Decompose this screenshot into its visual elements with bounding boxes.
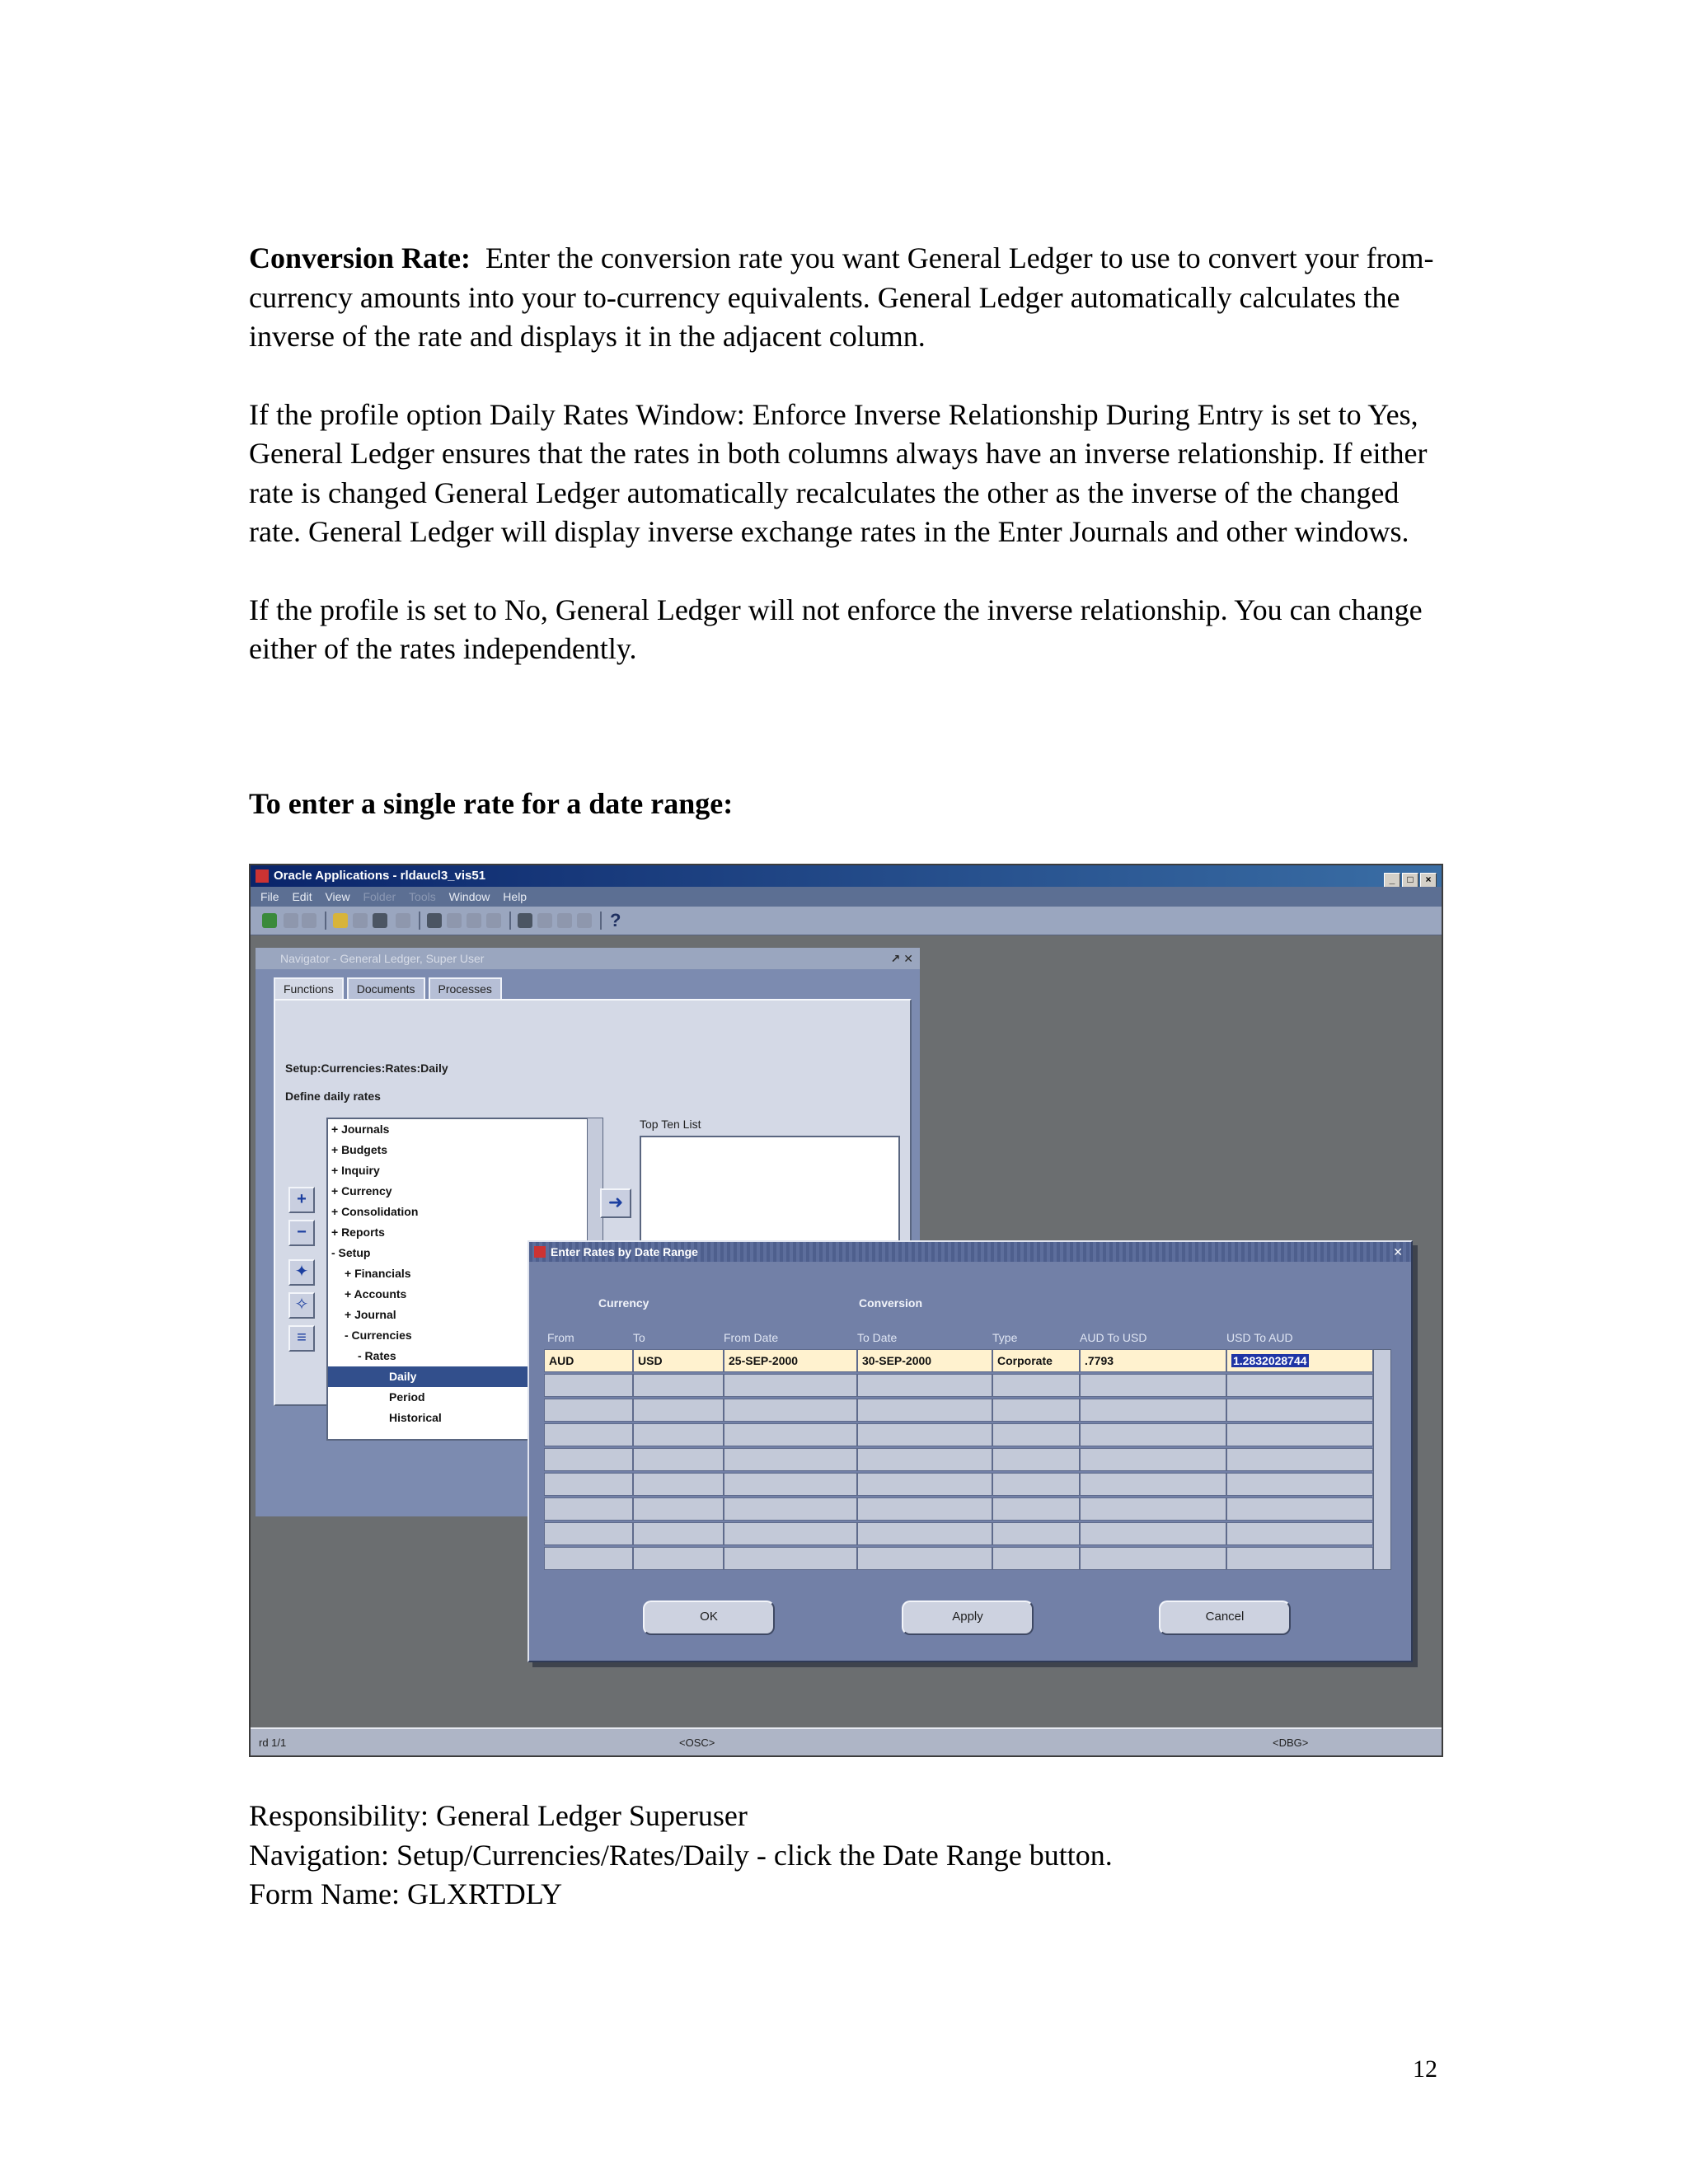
empty-cell[interactable] [724,1522,857,1545]
oracle-screenshot [249,864,1443,1757]
empty-cell[interactable] [1226,1448,1373,1471]
empty-cell[interactable] [857,1522,992,1545]
empty-cell[interactable] [992,1423,1080,1446]
conversion-rate-text: Enter the conversion rate you want General Ledger to use to convert your from-currency amounts into your to-currency equivalents. General Ledger automatically calculates the inverse of the rate and displays it in the adjacent column. [249,241,1434,353]
navigator-tabs [274,977,505,999]
table-row [544,1448,1373,1471]
table-row [544,1522,1373,1545]
from-currency-field[interactable]: AUD [544,1349,633,1372]
maximize-icon[interactable]: □ [1402,873,1418,888]
help-icon[interactable]: ? [610,910,621,930]
empty-cell[interactable] [857,1473,992,1496]
empty-cell[interactable] [1226,1547,1373,1570]
copy-icon[interactable] [447,913,462,928]
ok-button[interactable]: OK [643,1601,775,1635]
empty-cell[interactable] [633,1448,724,1471]
aud-to-usd-field[interactable]: .7793 [1080,1349,1226,1372]
empty-cell[interactable] [633,1374,724,1397]
print-icon[interactable] [373,913,387,928]
tree-item-rates[interactable]: - Rates [358,1349,396,1362]
dialog-titlebar [529,1242,1411,1262]
usd-to-aud-field[interactable] [1226,1349,1373,1372]
toolbar-separator [325,912,326,930]
paragraph-conversion-rate [249,239,1452,357]
empty-cell[interactable] [992,1497,1080,1521]
tree-item-reports[interactable]: + Reports [331,1226,385,1239]
status-bar [251,1727,1442,1757]
toolbar-separator [600,912,602,930]
cancel-button[interactable]: Cancel [1159,1601,1291,1635]
empty-cell[interactable] [1080,1522,1226,1545]
responsibility-line: Responsibility: General Ledger Superuser [249,1799,748,1832]
app-titlebar [251,865,1442,887]
clear-icon[interactable] [486,913,501,928]
empty-cell[interactable] [1226,1497,1373,1521]
close-icon[interactable]: × [1420,873,1437,888]
navigator-icon[interactable] [353,913,368,928]
apply-button[interactable]: Apply [902,1601,1034,1635]
menu-edit[interactable]: Edit [292,890,312,903]
empty-cell[interactable] [1080,1497,1226,1521]
navigator-title: Navigator - General Ledger, Super User [280,952,485,965]
tree-item-budgets[interactable]: + Budgets [331,1143,388,1156]
document-body [249,239,1452,708]
empty-cell[interactable] [992,1522,1080,1545]
section-heading: To enter a single rate for a date range: [249,787,734,820]
function-path: Setup:Currencies:Rates:Daily [285,1062,448,1075]
close-form-icon[interactable] [396,913,410,928]
save-icon[interactable] [302,913,316,928]
table-row [544,1349,1373,1372]
tab-processes[interactable]: Processes [429,977,502,999]
collapse-all-icon[interactable]: ≡ [288,1325,315,1352]
tree-item-currency[interactable]: + Currency [331,1184,392,1197]
empty-cell[interactable] [1080,1473,1226,1496]
header-type: Type [992,1331,1018,1344]
top-ten-label: Top Ten List [640,1118,701,1131]
to-currency-field[interactable]: USD [633,1349,724,1372]
collapse-icon[interactable]: − [288,1220,315,1246]
usd-to-aud-value: 1.2832028744 [1233,1354,1307,1367]
cut-icon[interactable] [427,913,442,928]
menu-bar [251,887,1442,907]
table-row [544,1374,1373,1397]
tree-item-setup[interactable]: - Setup [331,1246,371,1259]
header-from: From [547,1331,574,1344]
empty-cell[interactable] [1080,1423,1226,1446]
paragraph-inverse-yes: If the profile option Daily Rates Window: Enforce Inverse Relationship During Entry is set to Yes, General Ledger ensures that the rates in both columns always have an inverse relationship. If either rate is changed General Ledger automatically recalculates the other as the inverse of the changed rate. General Ledger will display inverse exchange rates in the Enter Journals and other windows. [249,397,1428,548]
dialog-close-icon[interactable]: ✕ [1393,1245,1403,1258]
empty-cell[interactable] [633,1522,724,1545]
tree-item-consolidation[interactable]: + Consolidation [331,1205,419,1218]
empty-cell[interactable] [1226,1423,1373,1446]
header-from-date: From Date [724,1331,779,1344]
empty-cell[interactable] [857,1448,992,1471]
status-osc: <OSC> [679,1736,715,1749]
empty-cell[interactable] [1080,1374,1226,1397]
record-indicator: rd 1/1 [259,1736,287,1749]
header-usd-to-aud: USD To AUD [1226,1331,1293,1344]
empty-cell[interactable] [1080,1547,1226,1570]
menu-tools[interactable]: Tools [409,890,436,903]
tab-documents[interactable]: Documents [347,977,425,999]
empty-cell[interactable] [724,1374,857,1397]
table-row [544,1547,1373,1570]
empty-cell[interactable] [992,1547,1080,1570]
tree-item-inquiry[interactable]: + Inquiry [331,1164,380,1177]
tab-functions[interactable]: Functions [274,977,344,999]
menu-window[interactable]: Window [448,890,490,903]
header-to: To [633,1331,645,1344]
tree-item-period[interactable]: Period [389,1390,425,1404]
empty-cell[interactable] [724,1399,857,1422]
expand-all-icon[interactable]: ✧ [288,1292,315,1319]
empty-cell[interactable] [633,1497,724,1521]
enter-rates-dialog [528,1240,1413,1662]
empty-cell[interactable] [724,1423,857,1446]
empty-cell[interactable] [544,1399,633,1422]
table-row [544,1473,1373,1496]
table-row [544,1423,1373,1446]
new-icon[interactable] [262,913,277,928]
from-date-field[interactable]: 25-SEP-2000 [724,1349,857,1372]
tree-item-journals[interactable]: + Journals [331,1122,390,1136]
tree-item-historical[interactable]: Historical [389,1411,442,1424]
open-icon[interactable] [284,913,298,928]
empty-cell[interactable] [724,1547,857,1570]
rate-type-field[interactable]: Corporate [992,1349,1080,1372]
navigator-close-icon[interactable]: ↗ ✕ [890,952,913,965]
empty-cell[interactable] [1080,1448,1226,1471]
function-description: Define daily rates [285,1090,381,1103]
conversion-rate-label: Conversion Rate: [249,241,471,274]
empty-cell[interactable] [857,1547,992,1570]
form-name-line: Form Name: GLXRTDLY [249,1877,563,1910]
tree-item-currencies[interactable]: - Currencies [345,1329,412,1342]
find-icon[interactable] [333,913,348,928]
empty-cell[interactable] [544,1448,633,1471]
tree-item-daily[interactable]: Daily [328,1366,588,1387]
paste-icon[interactable] [467,913,481,928]
empty-cell[interactable] [633,1423,724,1446]
empty-cell[interactable] [633,1399,724,1422]
empty-cell[interactable] [1080,1399,1226,1422]
empty-cell[interactable] [544,1547,633,1570]
empty-cell[interactable] [857,1497,992,1521]
tree-item-financials[interactable]: + Financials [345,1267,411,1280]
table-row [544,1497,1373,1521]
toolbar-separator [419,912,420,930]
tree-item-accounts[interactable]: + Accounts [345,1287,407,1301]
translations-icon[interactable] [557,913,572,928]
empty-cell[interactable] [633,1473,724,1496]
empty-cell[interactable] [857,1423,992,1446]
oracle-app-icon [256,869,269,883]
toolbar [251,907,1442,935]
empty-cell[interactable] [1226,1522,1373,1545]
header-to-date: To Date [857,1331,898,1344]
empty-cell[interactable] [544,1423,633,1446]
expand-branch-icon[interactable]: ✦ [288,1259,315,1286]
attachments-icon[interactable] [577,913,592,928]
empty-cell[interactable] [992,1374,1080,1397]
dialog-title: Enter Rates by Date Range [551,1245,698,1258]
empty-cell[interactable] [633,1547,724,1570]
menu-file[interactable]: File [260,890,279,903]
empty-cell[interactable] [724,1473,857,1496]
app-title: Oracle Applications - rldaucl3_vis51 [274,869,486,883]
status-dbg: <DBG> [1273,1736,1309,1749]
empty-cell[interactable] [544,1374,633,1397]
group-conversion: Conversion [859,1296,923,1310]
empty-cell[interactable] [1226,1374,1373,1397]
empty-cell[interactable] [544,1473,633,1496]
menu-help[interactable]: Help [503,890,528,903]
page-number: 12 [1413,2055,1437,2083]
tree-item-journal[interactable]: + Journal [345,1308,396,1321]
empty-cell[interactable] [1226,1473,1373,1496]
dialog-app-icon [534,1246,546,1258]
navigator-titlebar [256,948,920,969]
table-row [544,1399,1373,1422]
menu-folder[interactable]: Folder [363,890,396,903]
paragraph-inverse-no: If the profile is set to No, General Ledger will not enforce the inverse relationship. You can change either of the rates independently. [249,593,1423,665]
minimize-icon[interactable]: _ [1384,873,1400,888]
expand-icon[interactable]: + [288,1187,315,1213]
rates-scrollbar[interactable] [1373,1349,1391,1570]
empty-cell[interactable] [544,1522,633,1545]
header-aud-to-usd: AUD To USD [1080,1331,1147,1344]
empty-cell[interactable] [857,1374,992,1397]
empty-cell[interactable] [724,1448,857,1471]
form-info [249,1797,1113,1915]
empty-cell[interactable] [992,1473,1080,1496]
empty-cell[interactable] [857,1399,992,1422]
toolbar-separator [509,912,511,930]
navigation-line: Navigation: Setup/Currencies/Rates/Daily - click the Date Range button. [249,1838,1113,1872]
zoom-icon[interactable] [537,913,552,928]
edit-field-icon[interactable] [518,913,532,928]
empty-cell[interactable] [992,1399,1080,1422]
empty-cell[interactable] [992,1448,1080,1471]
group-currency: Currency [598,1296,649,1310]
empty-cell[interactable] [1226,1399,1373,1422]
to-date-field[interactable]: 30-SEP-2000 [857,1349,992,1372]
add-to-list-icon[interactable]: ➜ [600,1188,631,1218]
empty-cell[interactable] [724,1497,857,1521]
menu-view[interactable]: View [325,890,350,903]
empty-cell[interactable] [544,1497,633,1521]
